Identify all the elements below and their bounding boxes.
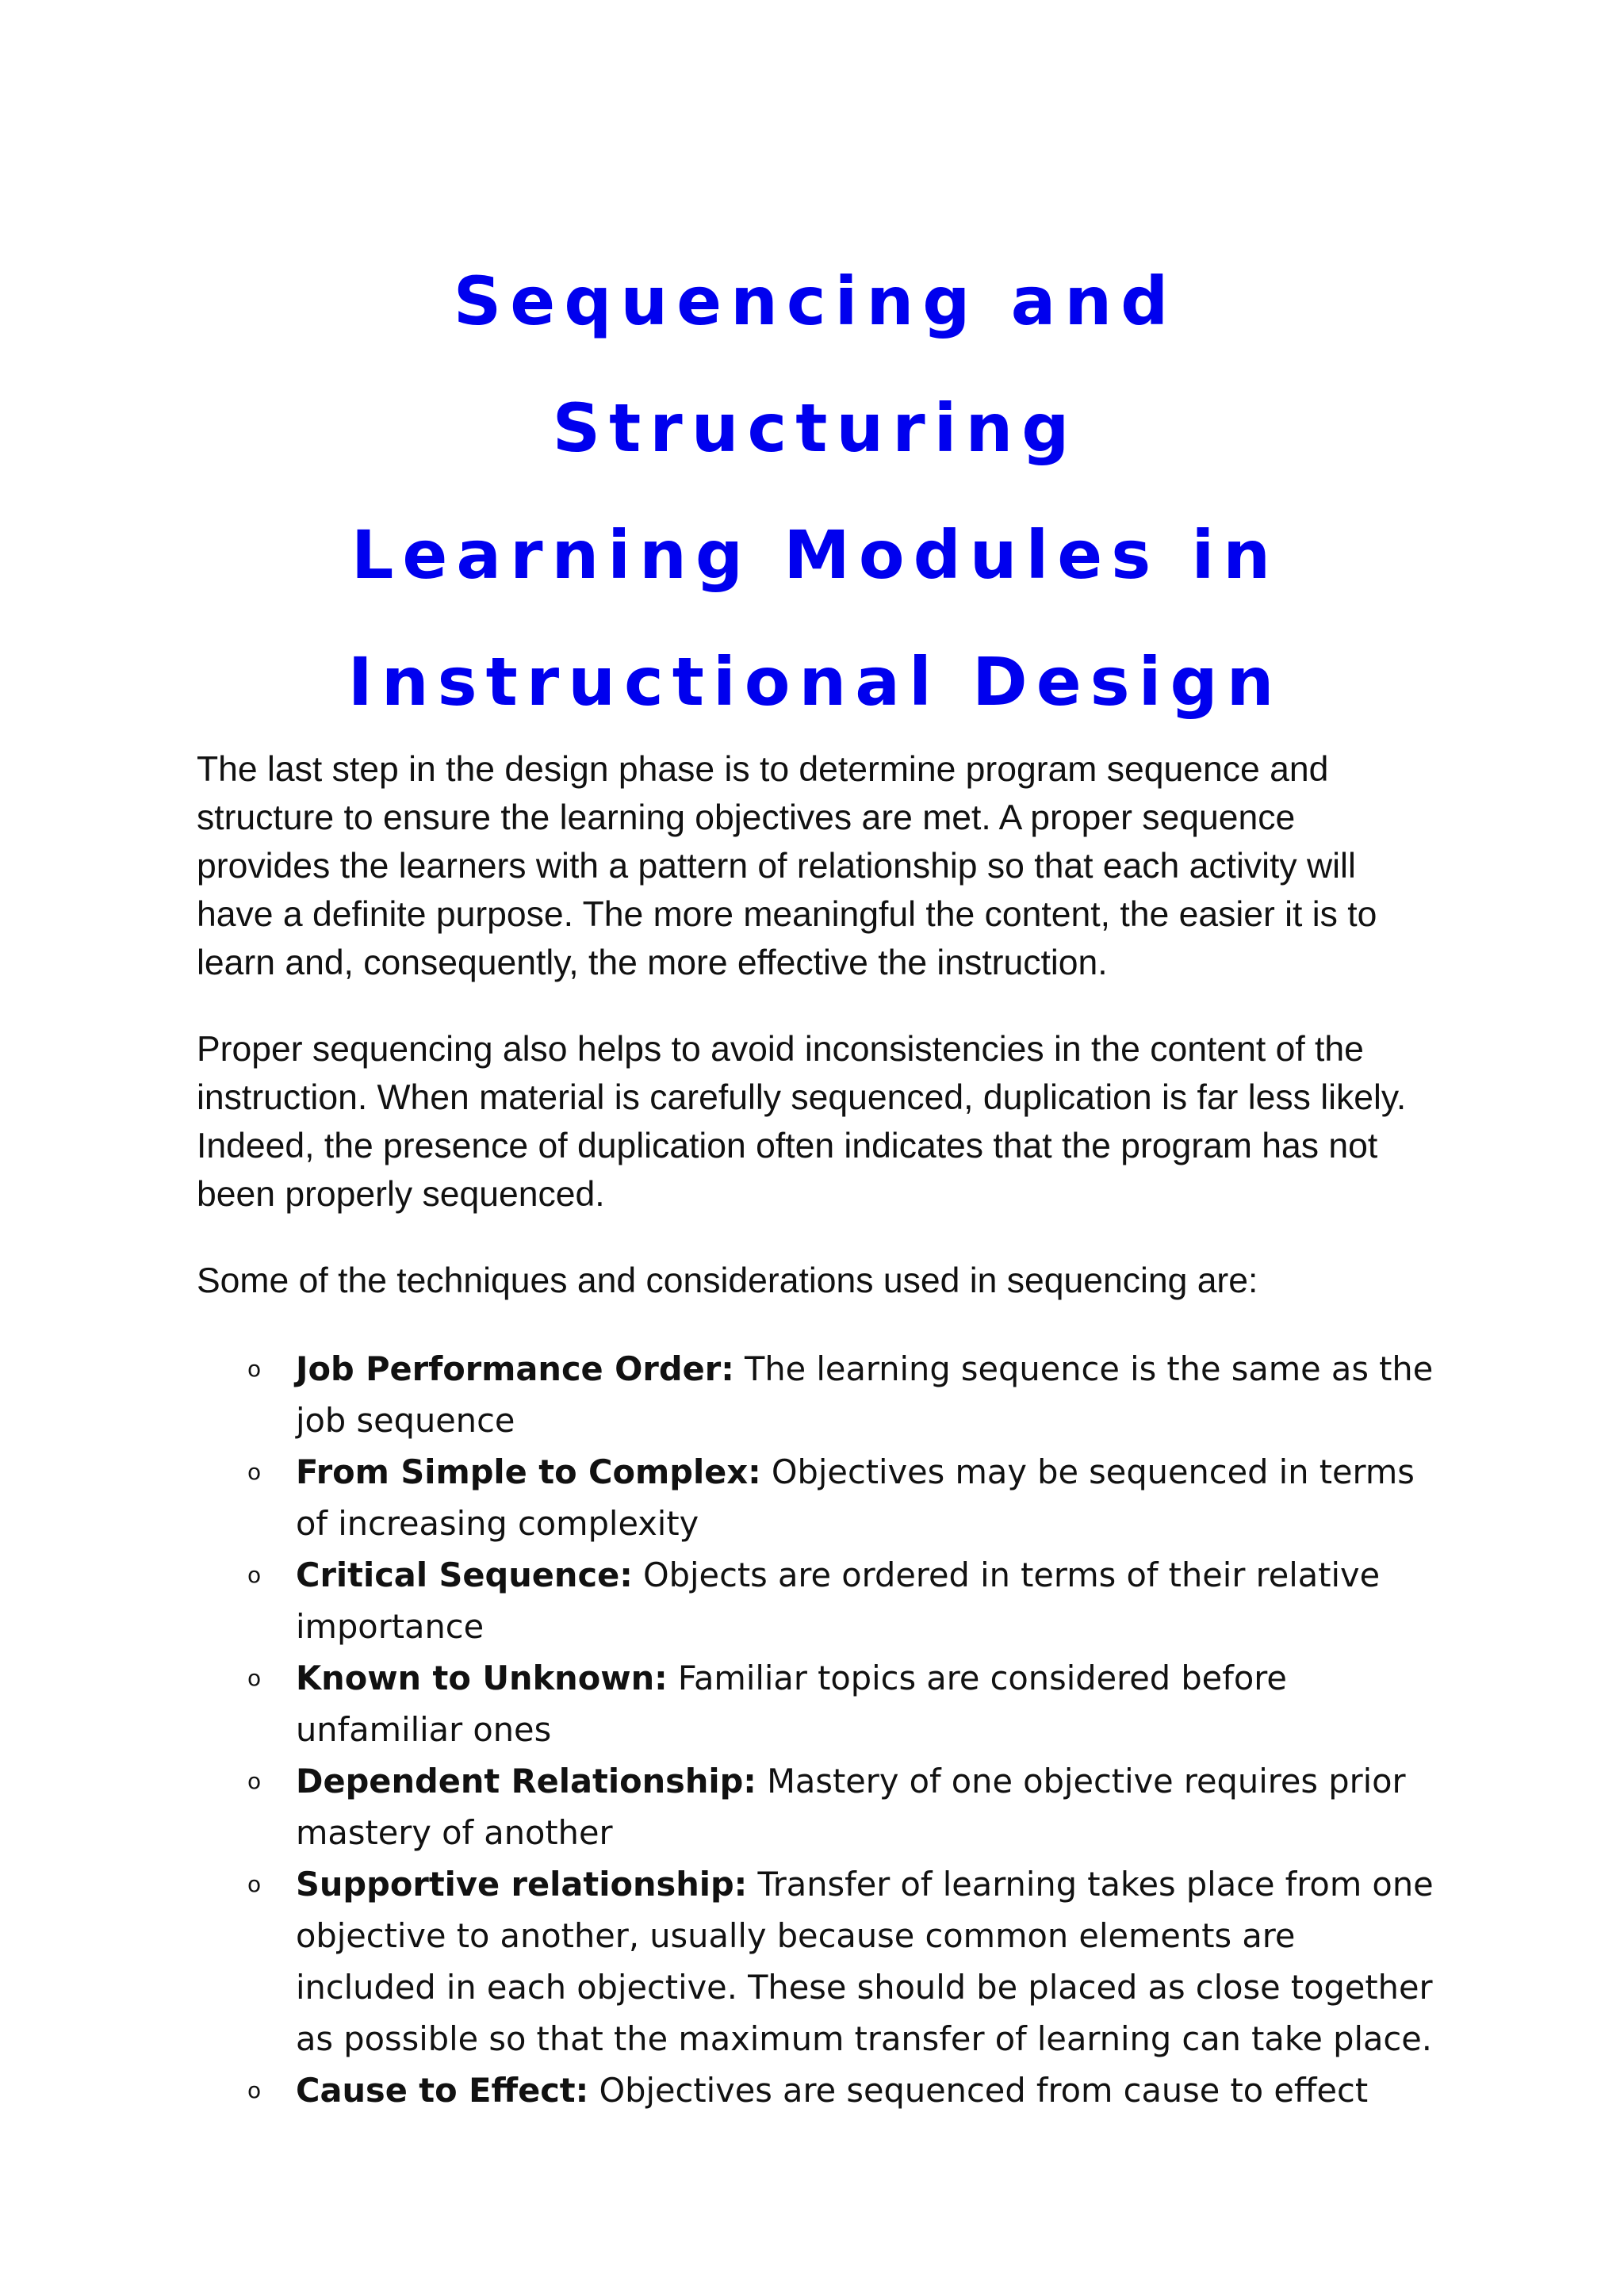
bullet-icon: o [247,1356,262,1382]
techniques-list [197,1343,1434,2116]
technique-term: Critical Sequence: [296,1556,633,1594]
technique-term: Known to Unknown: [296,1659,668,1697]
technique-description: The learning sequence is the same as the job sequence [296,1349,1434,1440]
technique-description: Mastery of one objective requires prior mastery of another [296,1762,1406,1852]
technique-description: Objectives may be sequenced in terms of increasing complexity [296,1452,1415,1543]
bullet-icon: o [247,1871,262,1897]
technique-term: Dependent Relationship: [296,1762,756,1800]
list-item [197,1755,1434,1858]
technique-term: Job Performance Order: [296,1349,734,1388]
technique-term: Cause to Effect: [296,2071,589,2110]
technique-term: From Simple to Complex: [296,1452,761,1491]
list-item [197,1446,1434,1549]
list-item [197,1652,1434,1755]
bullet-icon: o [247,1459,262,1485]
sequencing-benefits-paragraph: Proper sequencing also helps to avoid inconsistencies in the content of the instruction. When material is carefully sequenced, duplication is far less likely. Indeed, the presence of duplication often indicates that the program has not been properly sequenced. [197,1030,1407,1214]
intro-paragraph: The last step in the design phase is to determine program sequence and structure to ensure the learning objectives are met. A proper sequence provides the learners with a pattern of relationship so that each activity will have a definite purpose. The more meaningful the content, the easier it is to learn and, consequently, the more effective the instruction. [197,750,1377,982]
bullet-icon: o [247,1768,262,1794]
list-item [197,1549,1434,1652]
techniques-intro-paragraph: Some of the techniques and considerations used in sequencing are: [197,1261,1258,1300]
title-line-2: Learning Modules in [350,516,1280,594]
technique-term: Supportive relationship: [296,1865,748,1904]
document-content [197,238,1434,2116]
technique-description: Familiar topics are considered before unfamiliar ones [296,1659,1287,1749]
list-item [197,2064,1434,2116]
list-item [197,1858,1434,2064]
bullet-icon: o [247,1562,262,1588]
technique-description: Objects are ordered in terms of their relative importance [296,1556,1381,1646]
technique-description: Objectives are sequenced from cause to effect [588,2071,1369,2110]
bullet-icon: o [247,2077,262,2103]
technique-description: Transfer of learning takes place from one objective to another, usually because common elements are included in each objective. These should be placed as close together as possible so that the maximum transfer of learning can take place. [296,1865,1434,2058]
title-line-3: Instructional Design [347,643,1283,721]
document-title [197,238,1434,745]
list-item [197,1343,1434,1446]
title-line-1: Sequencing and Structuring [453,262,1178,467]
bullet-icon: o [247,1665,262,1691]
